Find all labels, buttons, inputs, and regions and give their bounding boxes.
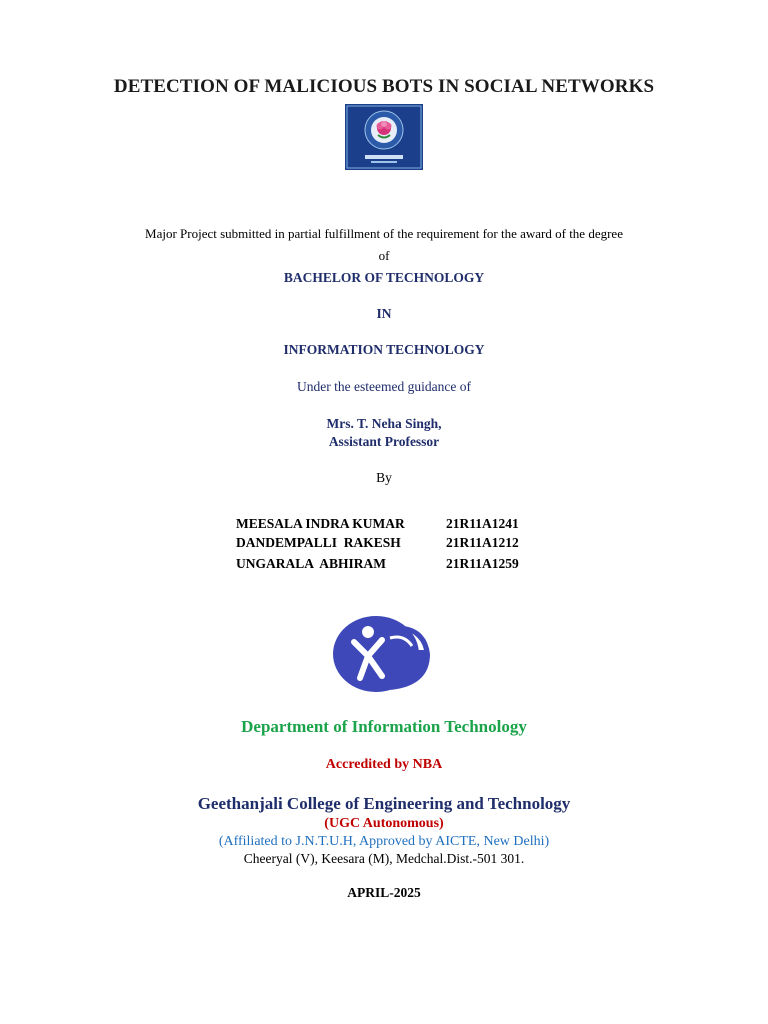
college-logo xyxy=(330,612,434,696)
university-seal-logo xyxy=(345,104,423,170)
guidance-line: Under the esteemed guidance of xyxy=(297,379,471,394)
student-roll: 21R11A1259 xyxy=(446,556,519,571)
department-name: Department of Information Technology xyxy=(241,717,527,736)
project-title: DETECTION OF MALICIOUS BOTS IN SOCIAL NETWORKS xyxy=(113,76,655,97)
branch: INFORMATION TECHNOLOGY xyxy=(283,342,485,357)
student-name: UNGARALA ABHIRAM xyxy=(236,556,387,571)
guide-name: Mrs. T. Neha Singh, xyxy=(326,416,442,431)
accreditation: Accredited by NBA xyxy=(325,757,443,772)
student-name: MEESALA INDRA KUMAR xyxy=(236,516,405,531)
of-word: of xyxy=(378,248,390,263)
in-word: IN xyxy=(376,306,392,321)
affiliation: (Affiliated to J.N.T.U.H, Approved by AICTE, New Delhi) xyxy=(218,834,550,849)
guide-designation: Assistant Professor xyxy=(328,434,440,449)
student-roll: 21R11A1212 xyxy=(446,535,519,550)
submission-line: Major Project submitted in partial fulfillment of the requirement for the award of the degree xyxy=(145,226,623,241)
college-name: Geethanjali College of Engineering and Technology xyxy=(197,794,571,813)
degree: BACHELOR OF TECHNOLOGY xyxy=(283,270,485,285)
address: Cheeryal (V), Keesara (M), Medchal.Dist.-501 301. xyxy=(243,851,525,866)
by-word: By xyxy=(376,470,392,485)
submission-date: APRIL-2025 xyxy=(347,885,421,900)
student-roll: 21R11A1241 xyxy=(446,516,519,531)
student-name: DANDEMPALLI RAKESH xyxy=(236,535,401,550)
autonomy: (UGC Autonomous) xyxy=(324,816,444,831)
